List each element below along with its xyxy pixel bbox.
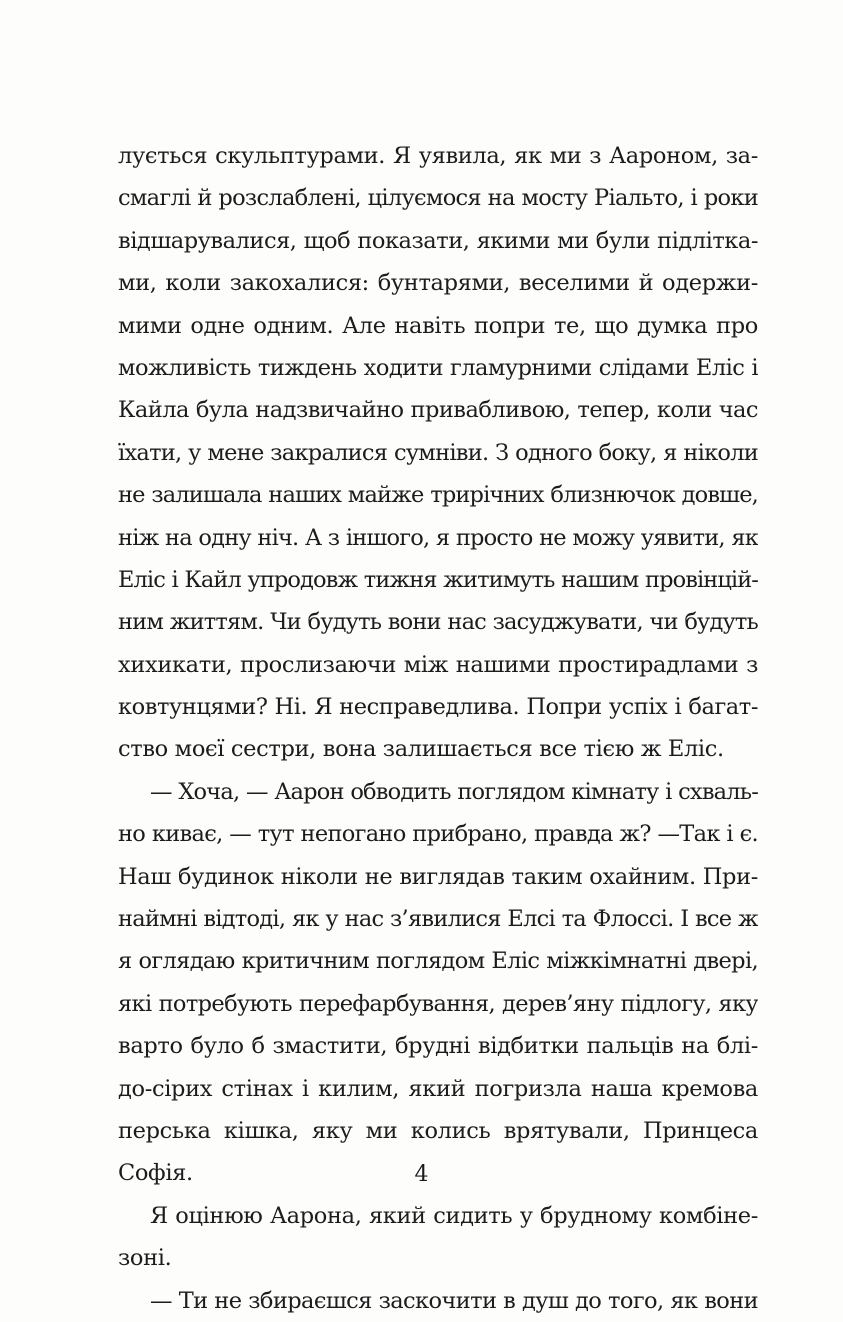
text-line-3: відшарувалися, щоб показати, якими ми були підлітка-	[118, 227, 758, 254]
text-line-9: не залишала наших майже трирічних близнючок довше,	[118, 482, 758, 509]
text-line-27: зоні.	[118, 1245, 172, 1272]
text-line-22: варто було б змастити, брудні відбитки пальців на блі-	[118, 1033, 758, 1060]
text-line-4: ми, коли закохалися: бунтарями, веселими й одержи-	[118, 270, 758, 297]
text-line-25: Софія.	[118, 1160, 193, 1187]
text-line-11: Еліс і Кайл упродовж тижня житимуть нашим провінцій-	[118, 566, 758, 593]
text-line-10: ніж на одну ніч. А з іншого, я просто не можу уявити, як	[118, 524, 758, 551]
text-line-23: до-сірих стінах і килим, який погризла наша кремова	[118, 1075, 758, 1102]
text-line-1: лується скульптурами. Я уявила, як ми з Аароном, за-	[118, 143, 758, 169]
text-line-2: смаглі й розслаблені, цілуємося на мосту Ріальто, і роки	[118, 185, 758, 212]
text-page	[118, 135, 758, 1322]
text-line-19: наймні відтоді, як у нас з’явилися Елсі та Флоссі. І все ж	[118, 906, 758, 933]
page-number: 4	[414, 1162, 429, 1187]
text-line-24: перська кішка, яку ми колись врятували, Принцеса	[118, 1117, 758, 1144]
text-line-20: я оглядаю критичним поглядом Еліс міжкімнатні двері,	[118, 948, 758, 975]
text-line-7: Кайла була надзвичайно привабливою, тепер, коли час	[118, 397, 758, 424]
text-line-21: які потребують перефарбування, дерев’яну підлогу, яку	[118, 990, 758, 1017]
text-line-14: ковтунцями? Ні. Я несправедлива. Попри успіх і багат-	[118, 694, 758, 721]
text-line-18: Наш будинок ніколи не виглядав таким охайним. При-	[118, 863, 758, 890]
text-line-16: — Хоча, — Аарон обводить поглядом кімнату і схваль-	[150, 778, 758, 805]
text-line-26: Я оцінюю Аарона, який сидить у брудному комбіне-	[150, 1202, 758, 1229]
text-line-17: но киває, — тут непогано прибрано, правда ж? —Так і є.	[118, 821, 758, 848]
text-line-12: ним життям. Чи будуть вони нас засуджувати, чи будуть	[118, 609, 758, 636]
text-line-8: їхати, у мене закралися сумніви. З одного боку, я ніколи	[118, 439, 758, 466]
text-line-6: можливість тиждень ходити гламурними слідами Еліс і	[118, 354, 758, 381]
text-line-28: — Ти не збираєшся заскочити в душ до того, як вони	[150, 1287, 758, 1314]
text-line-13: хихикати, прослизаючи між нашими простирадлами з	[118, 651, 758, 678]
text-line-5: мими одне одним. Але навіть попри те, що думка про	[118, 312, 758, 339]
text-line-15: ство моєї сестри, вона залишається все тією ж Еліс.	[118, 736, 724, 763]
